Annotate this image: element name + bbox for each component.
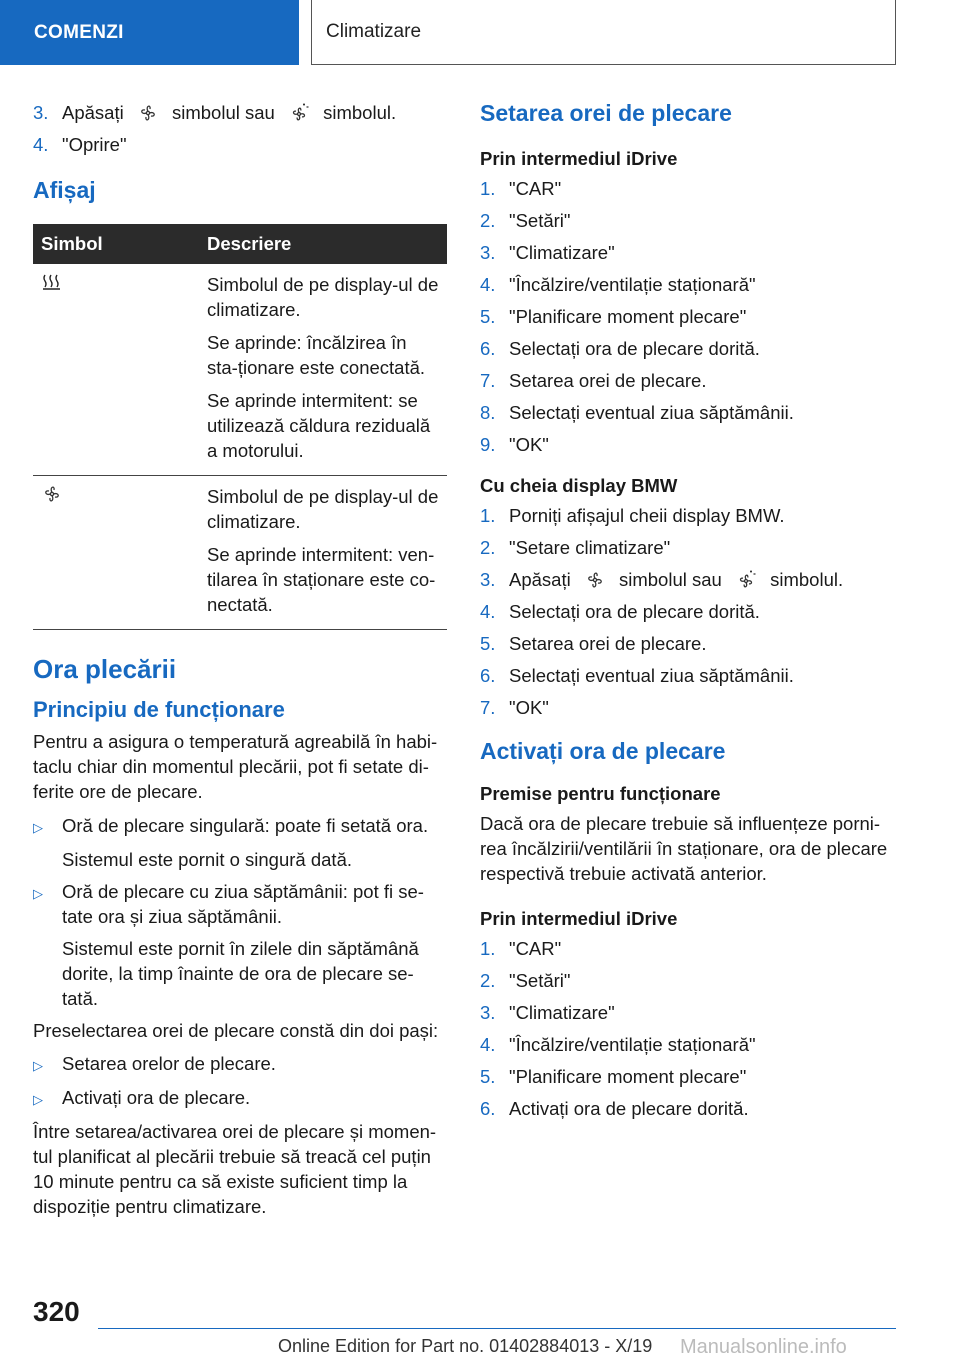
step-text-post: simbolul. [323,102,397,123]
bullet-subtext: Sistemul este pornit o singură dată. [62,849,352,870]
description-text: Simbolul de pe display-ul de climatizare. [207,486,439,532]
step-item [480,368,896,393]
step-item [480,304,896,329]
idrive-label: Prin intermediul iDrive [480,148,678,169]
step-item [480,631,896,656]
step-item [480,695,896,720]
step-number: 2. [480,970,496,991]
step-item [480,272,896,297]
step-number: 4. [480,1034,496,1055]
premise-text: Dacă ora de plecare trebuie să influențeze porni-rea încălzirii/ventilării în staționare, ora de plecare respectivă trebuie activată anterior. [480,813,888,884]
step-item [480,936,896,961]
step-text: Porniți afișajul cheii display BMW. [509,505,785,526]
step-item [480,176,896,201]
step-text: "Setări" [509,210,571,231]
step-number: 4. [480,274,496,295]
display-heading: Afișaj [33,177,96,203]
step-text: "OK" [509,697,549,718]
right-column [480,100,896,1128]
idrive-steps-2 [480,936,896,1121]
description-text: Simbolul de pe display-ul de climatizare. [207,274,439,320]
fan-icon [137,103,159,123]
bullet-text: Setarea orelor de plecare. [62,1053,276,1074]
step-text: "CAR" [509,178,562,199]
step-item [480,663,896,688]
principle-heading: Principiu de funcționare [33,697,285,722]
step-text: "OK" [509,434,549,455]
step-text-pre: Apăsați [509,569,571,590]
table-row [33,476,447,630]
step-text: Selectați ora de plecare dorită. [509,601,760,622]
step-item [480,240,896,265]
step-item [480,336,896,361]
step-text: "Climatizare" [509,1002,615,1023]
chapter-title: Climatizare [326,21,422,42]
step-number: 6. [480,338,496,359]
step-number: 7. [480,370,496,391]
step-text: Activați ora de plecare dorită. [509,1098,749,1119]
step-number: 1. [480,178,496,199]
step-text: "Încălzire/ventilație staționară" [509,1034,756,1055]
step-text: Selectați eventual ziua săptămânii. [509,402,794,423]
step-number: 5. [480,306,496,327]
step-text: "Planificare moment plecare" [509,306,747,327]
bullet-text: Oră de plecare cu ziua săptămânii: pot fi se-tate ora și ziua săptămânii. [62,881,424,927]
page-number: 320 [33,1296,80,1327]
symbol-table [33,224,447,630]
fan-auto-icon [288,103,310,123]
list-item [33,1051,447,1078]
step-item [480,968,896,993]
preselect-text: Preselectarea orei de plecare constă din doi pași: [33,1020,439,1041]
step-text: "Setare climatizare" [509,537,671,558]
key-steps [480,503,896,720]
bullet-text: Oră de plecare singulară: poate fi setată ora. [62,815,429,836]
step-number: 5. [480,1066,496,1087]
step-item [480,535,896,560]
closing-text: Între setarea/activarea orei de plecare și momen-tul planificat al plecării trebuie să treacă cel puțin 10 minute pentru ca să existe suficient timp la dispoziție pentru climatizare. [33,1121,437,1217]
step-text-mid: simbolul sau [619,569,722,590]
key-label: Cu cheia display BMW [480,475,678,496]
step-number: 8. [480,402,496,423]
step-number: 3. [480,569,496,590]
step-item [480,400,896,425]
step-number: 6. [480,665,496,686]
premise-label: Premise pentru funcționare [480,783,721,804]
bullet-subtext: Sistemul este pornit în zilele din săptămână dorite, la timp înainte de ora de plecare se-tată. [62,938,419,1009]
step-item [33,100,447,125]
step-number: 5. [480,633,496,654]
list-item [33,813,447,840]
description-text: Se aprinde intermitent: ven-tilarea în staționare este co-nectată. [207,544,436,615]
step-text: "Oprire" [62,134,127,155]
step-text: Selectați ora de plecare dorită. [509,338,760,359]
step-text-mid: simbolul sau [172,102,275,123]
step-item [33,132,447,157]
step-text: Setarea orei de plecare. [509,633,707,654]
step-number: 9. [480,434,496,455]
activate-heading: Activați ora de plecare [480,738,726,764]
step-number: 6. [480,1098,496,1119]
step-item [480,1032,896,1057]
idrive-steps [480,176,896,457]
list-item [33,879,447,929]
step-number: 3. [480,242,496,263]
table-row [33,264,447,476]
footer-divider [98,1328,896,1329]
fan-icon [584,570,606,590]
step-text: Setarea orei de plecare. [509,370,707,391]
step-number: 7. [480,697,496,718]
bullet-text: Activați ora de plecare. [62,1087,251,1108]
step-text: "Setări" [509,970,571,991]
fan-icon [41,484,63,504]
step-number: 1. [480,938,496,959]
step-text: "CAR" [509,938,562,959]
departure-heading: Ora plecării [33,654,177,684]
step-text: "Încălzire/ventilație staționară" [509,274,756,295]
set-departure-heading: Setarea orei de plecare [480,100,732,126]
step-item [480,208,896,233]
col-header-symbol: Simbol [33,224,199,264]
step-number: 3. [33,102,49,123]
col-header-description: Descriere [199,224,447,264]
step-text: "Planificare moment plecare" [509,1066,747,1087]
principle-text: Pentru a asigura o temperatură agreabilă în habi-taclu chiar din momentul plecării, pot fi setate di-ferite ore de plecare. [33,731,438,802]
description-text: Se aprinde intermitent: se utilizează căldura reziduală a motorului. [207,390,431,461]
chapter-header [311,0,896,65]
idrive-label-2: Prin intermediul iDrive [480,908,678,929]
triangle-bullet-icon: ▷ [33,886,43,901]
step-item [480,503,896,528]
step-number: 4. [480,601,496,622]
heater-icon [41,272,63,292]
step-item [480,1096,896,1121]
step-item [480,599,896,624]
description-text: Se aprinde: încălzirea în sta-ționare este conectată. [207,332,426,378]
list-item [33,1085,447,1112]
triangle-bullet-icon: ▷ [33,1092,43,1107]
section-title: COMENZI [34,21,124,43]
step-text: "Climatizare" [509,242,615,263]
triangle-bullet-icon: ▷ [33,1058,43,1073]
step-number: 3. [480,1002,496,1023]
step-item [480,432,896,457]
step-item [480,1064,896,1089]
step-number: 1. [480,505,496,526]
step-item [480,1000,896,1025]
step-text-pre: Apăsați [62,102,124,123]
watermark: Manualsonline.info [680,1336,847,1358]
edition-text: Online Edition for Part no. 01402884013 - X/19 [278,1336,653,1356]
fan-auto-icon [735,570,757,590]
left-column [33,100,447,1219]
section-tab [0,0,299,65]
step-text: Selectați eventual ziua săptămânii. [509,665,794,686]
triangle-bullet-icon: ▷ [33,820,43,835]
step-text-post: simbolul. [770,569,844,590]
step-item [480,567,896,592]
step-number: 4. [33,134,49,155]
step-number: 2. [480,210,496,231]
step-number: 2. [480,537,496,558]
